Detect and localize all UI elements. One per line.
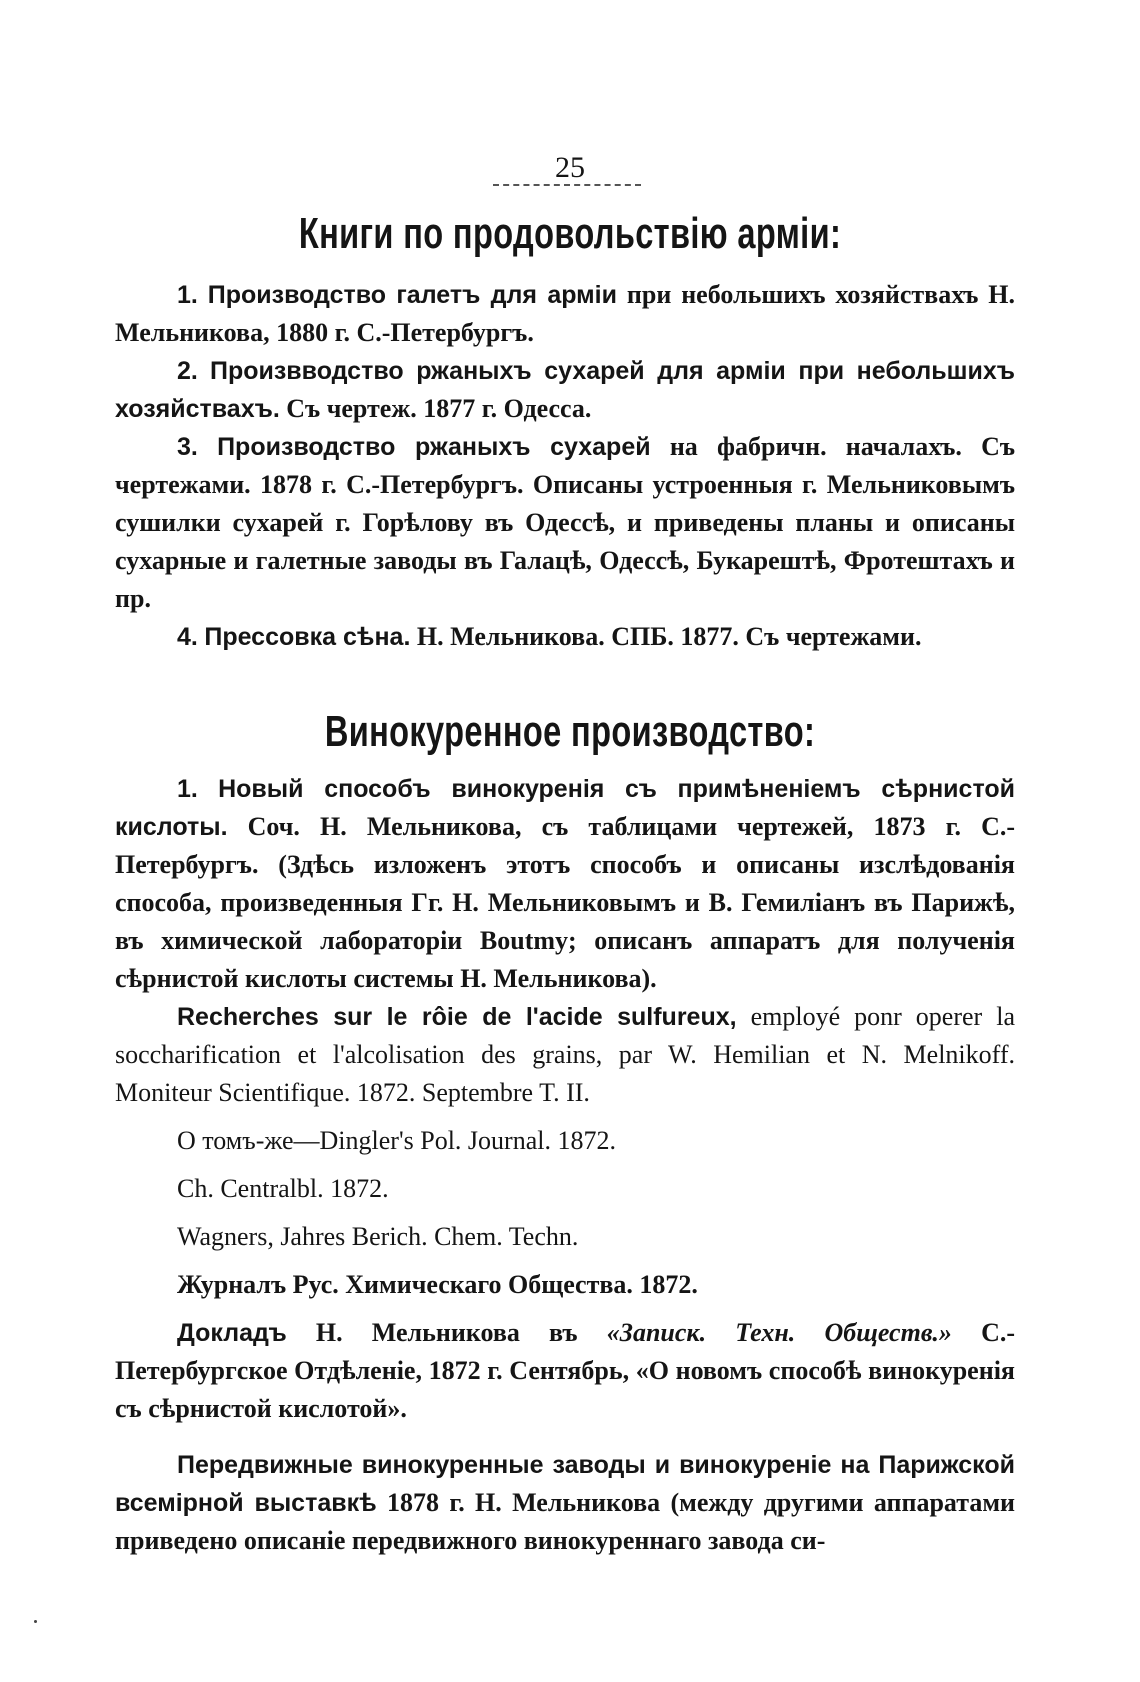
entry-details: employé ponr operer la soccharification et l'alcolisation des grains, par W. Hemilian et N. Melnikoff. Moniteur Scientifique. 1872. Septembre T. II.: [115, 1002, 1015, 1107]
book-number: 2.: [177, 357, 198, 385]
entry-details: 1878 г. Н. Мельникова (между другими аппаратами приведено описаніе передвижного винокуреннаго завода си-: [115, 1488, 1016, 1555]
entry-title: Докладъ: [177, 1319, 287, 1347]
entry-title: Передвижные винокуренные заводы и винокуреніе на Парижской всемірной выставкѣ: [115, 1451, 1015, 1517]
book-title: Произвводство ржаныхъ сухарей для арміи при небольшихъ хозяйствахъ.: [115, 357, 1016, 423]
distillation-list: [115, 770, 1015, 1560]
book-title: Прессовка сѣна.: [204, 623, 411, 651]
mobile-distilleries-entry: [115, 1446, 1015, 1560]
book-entry-4: [115, 618, 1015, 656]
book-details: Н. Мельникова. СПБ. 1877. Съ чертежами.: [416, 622, 922, 651]
entry-number: 1.: [177, 775, 198, 803]
entry-details: С.-Петербургское Отдѣленіе, 1872 г. Сентябрь, «О новомъ способѣ винокуренія съ сѣрнистой кислотой».: [115, 1318, 1016, 1423]
book-number: 3.: [177, 433, 198, 461]
entry-journal: «Записк. Техн. Обществ.»: [606, 1318, 952, 1347]
paper-speck: [34, 1620, 37, 1623]
recherches-entry: [115, 998, 1015, 1112]
page-number: 25: [555, 151, 585, 184]
entry-title: Recherches sur le rôie de l'acide sulfureux,: [177, 1003, 737, 1031]
book-entry-1: [115, 276, 1015, 352]
reference-wagner: Wagners, Jahres Berich. Chem. Techn.: [177, 1222, 579, 1251]
distill-entry-1: [115, 770, 1015, 998]
reference-dingler: О томъ-же—Dingler's Pol. Journal. 1872.: [177, 1126, 616, 1155]
book-entry-2: [115, 352, 1015, 428]
book-number: 4.: [177, 623, 198, 651]
book-title: Производство ржаныхъ сухарей: [217, 433, 651, 461]
page-number-rule: [493, 184, 641, 186]
reference-centralblatt: Ch. Centralbl. 1872.: [177, 1174, 389, 1203]
reference-chemical-society: Журналъ Рус. Химическаго Общества. 1872.: [177, 1270, 698, 1299]
entry-details: Соч. Н. Мельникова, съ таблицами чертежей, 1873 г. С.-Петербургъ. (Здѣсь изложенъ этотъ способъ и описаны изслѣдованія способа, произведенныя Гг. Н. Мельниковымъ и В. Гемиліанъ въ Парижѣ, въ химической лабораторіи Boutmy; описанъ аппаратъ для полученія сѣрнистой кислоты системы Н. Мельникова).: [115, 812, 1016, 993]
heading-army-provisions: Книги по продовольствію арміи:: [298, 209, 842, 258]
book-details: Съ чертеж. 1877 г. Одесса.: [286, 394, 592, 423]
book-entry-3: [115, 428, 1015, 618]
book-details: на фабричн. началахъ. Съ чертежами. 1878 г. С.-Петербургъ. Описаны устроенныя г. Мельниковымъ сушилки сухарей г. Горѣлову въ Одессѣ, и приведены планы и описаны сухарные и галетные заводы въ Галацѣ, Одессѣ, Букарештѣ, Фротештахъ и пр.: [115, 432, 1016, 613]
books-list: [115, 276, 1015, 656]
book-title: Производство галетъ для арміи: [207, 281, 617, 309]
heading-distillation: Винокуренное производство:: [324, 707, 816, 756]
entry-author: Н. Мельникова въ: [315, 1318, 578, 1347]
entry-title: Новый способъ винокуренія съ примѣненіемъ сѣрнистой кислоты.: [115, 775, 1016, 841]
book-number: 1.: [177, 281, 198, 309]
doklad-entry: [115, 1314, 1015, 1428]
book-details: при небольшихъ хозяйствахъ Н. Мельникова, 1880 г. С.-Петербургъ.: [115, 280, 1016, 347]
